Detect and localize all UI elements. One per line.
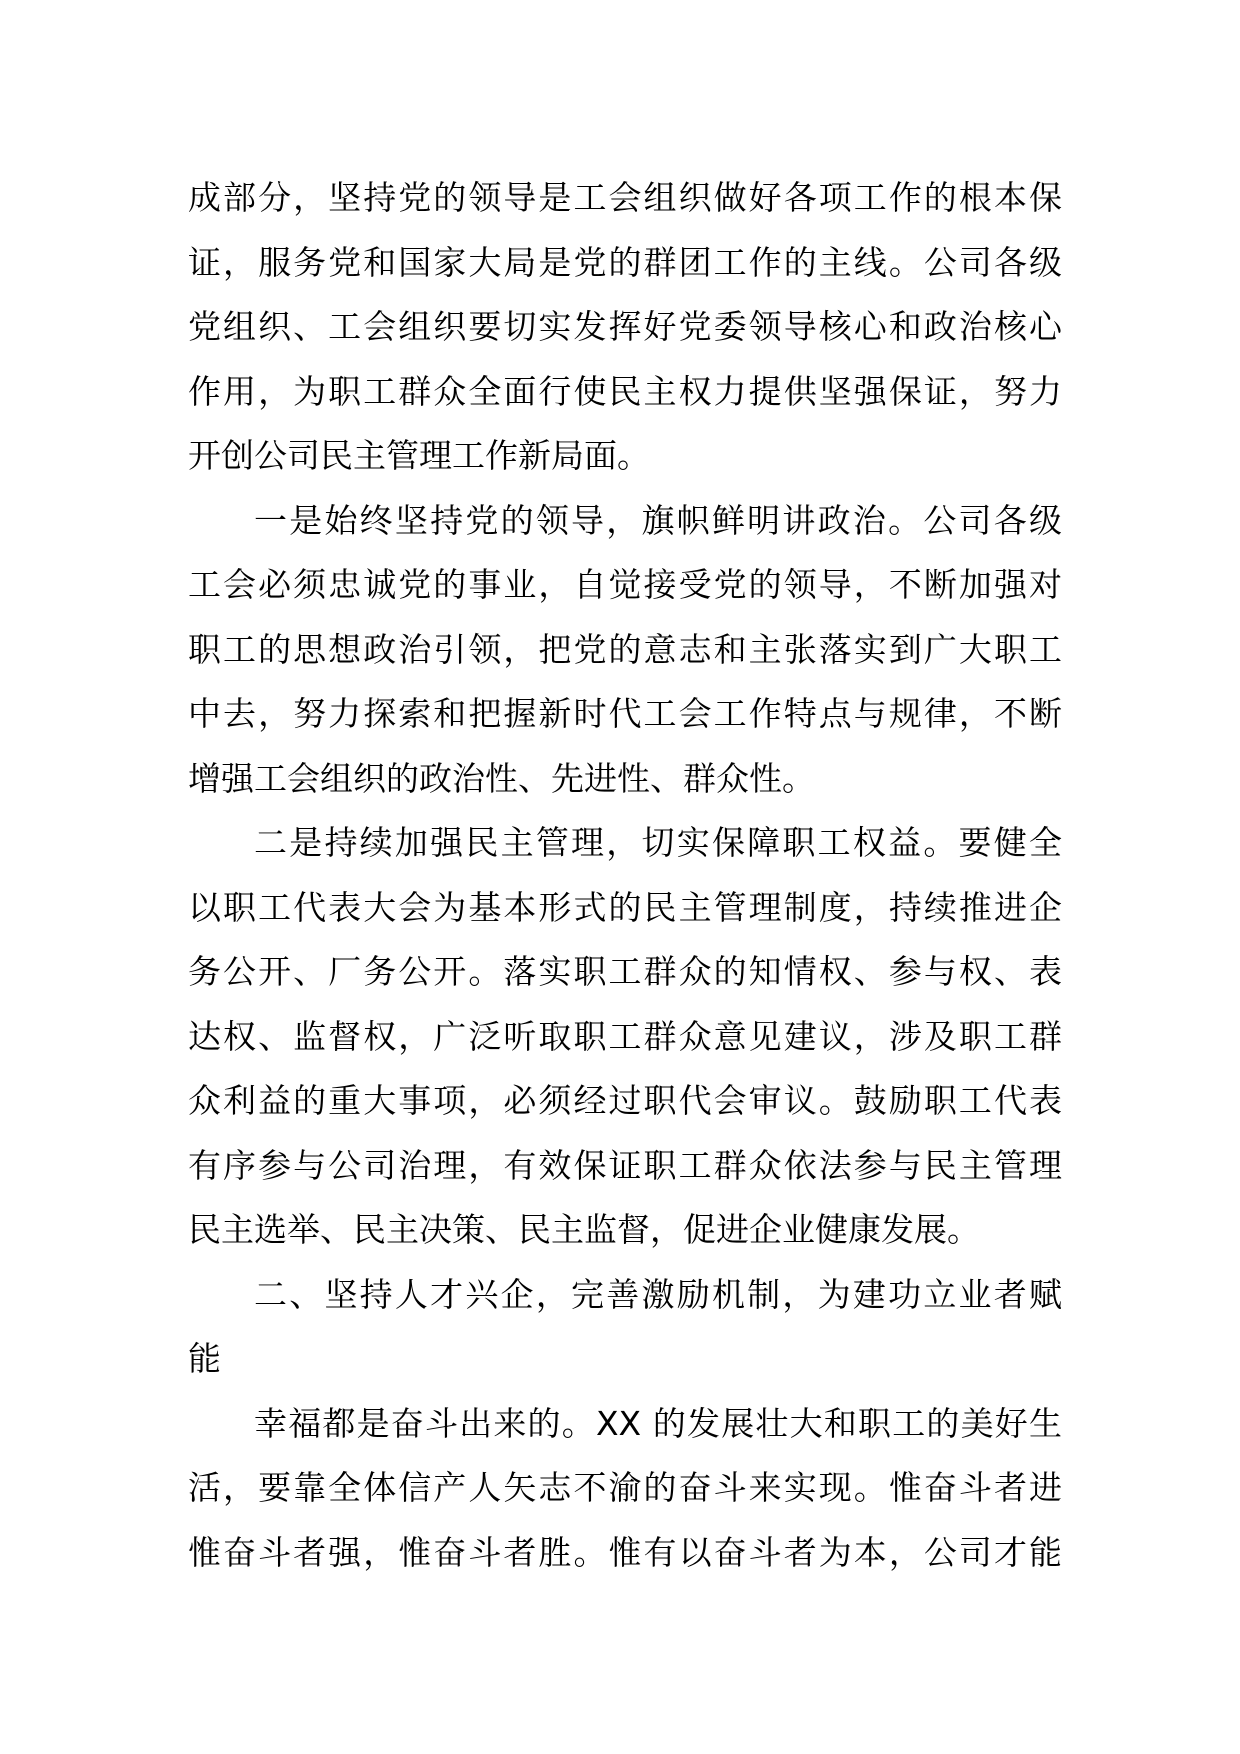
text-line: 有序参与公司治理，有效保证职工群众依法参与民主管理 xyxy=(188,1145,1062,1185)
paragraph xyxy=(188,489,1062,812)
text-line: 务公开、厂务公开。落实职工群众的知情权、参与权、表 xyxy=(188,952,1062,991)
paragraph xyxy=(188,1392,1062,1586)
document-body xyxy=(188,166,1062,1585)
text-line: 职工的思想政治引领，把党的意志和主张落实到广大职工 xyxy=(188,629,1062,669)
text-line: 增强工会组织的政治性、先进性、群众性。 xyxy=(188,758,815,798)
text-line: 一是始终坚持党的领导，旗帜鲜明讲政治。公司各级 xyxy=(254,500,1062,540)
text-line: 证，服务党和国家大局是党的群团工作的主线。公司各级 xyxy=(188,242,1062,282)
text-line: 成部分，坚持党的领导是工会组织做好各项工作的根本保 xyxy=(188,178,1062,217)
text-line: 能 xyxy=(188,1339,221,1378)
paragraph xyxy=(188,1263,1062,1392)
text-line: 幸福都是奋斗出来的。XX 的发展壮大和职工的美好生 xyxy=(254,1403,1062,1443)
text-line: 工会必须忠诚党的事业，自觉接受党的领导，不断加强对 xyxy=(188,565,1062,604)
text-line: 活，要靠全体信产人矢志不渝的奋斗来实现。惟奋斗者进 xyxy=(188,1468,1062,1507)
text-line: 达权、监督权，广泛听取职工群众意见建议，涉及职工群 xyxy=(188,1016,1062,1056)
text-line: 民主选举、民主决策、民主监督，促进企业健康发展。 xyxy=(188,1210,980,1249)
text-line: 二是持续加强民主管理，切实保障职工权益。要健全 xyxy=(254,823,1062,862)
text-line: 党组织、工会组织要切实发挥好党委领导核心和政治核心 xyxy=(188,307,1062,346)
text-line: 中去，努力探索和把握新时代工会工作特点与规律，不断 xyxy=(188,694,1062,733)
text-line: 以职工代表大会为基本形式的民主管理制度，持续推进企 xyxy=(188,887,1062,927)
text-line: 开创公司民主管理工作新局面。 xyxy=(188,436,650,475)
paragraph xyxy=(188,811,1062,1263)
text-line: 二、坚持人才兴企，完善激励机制，为建功立业者赋 xyxy=(254,1274,1062,1314)
text-line: 众利益的重大事项，必须经过职代会审议。鼓励职工代表 xyxy=(188,1081,1062,1120)
paragraph xyxy=(188,166,1062,489)
text-line: 作用，为职工群众全面行使民主权力提供坚强保证，努力 xyxy=(188,371,1062,411)
text-line: 惟奋斗者强，惟奋斗者胜。惟有以奋斗者为本，公司才能 xyxy=(188,1532,1062,1572)
